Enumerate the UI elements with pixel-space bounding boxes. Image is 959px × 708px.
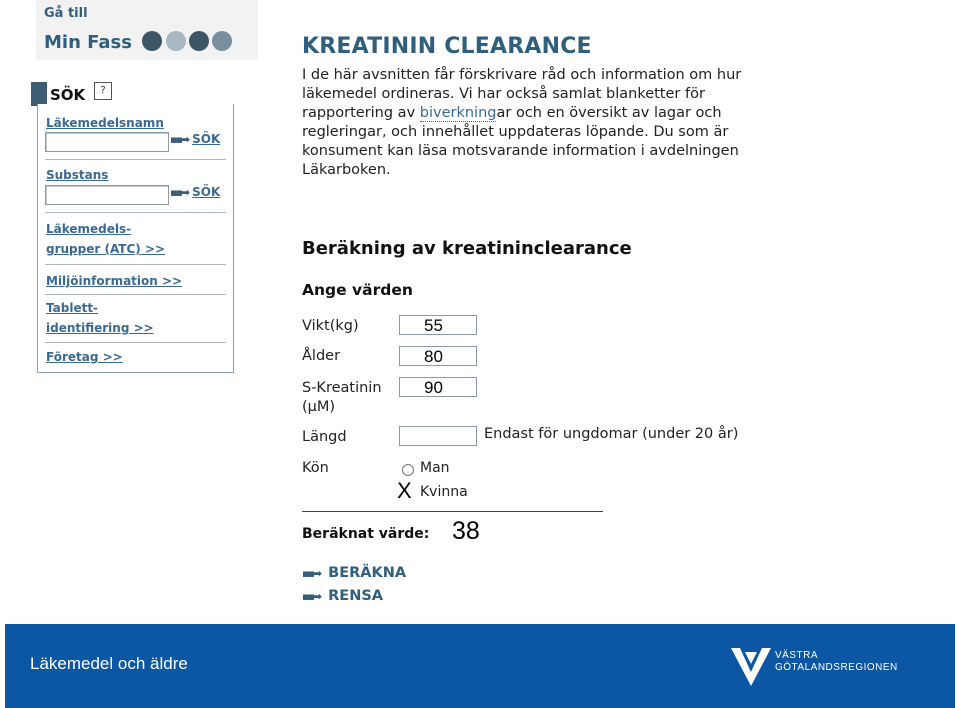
divider [45, 264, 226, 265]
search-tab-marker [31, 82, 47, 106]
search-panel [37, 104, 234, 373]
tablet-identification-link[interactable]: identifiering >> [46, 321, 154, 335]
companies-link[interactable]: Företag >> [46, 350, 123, 364]
sex-female-label: Kvinna [420, 484, 468, 500]
age-label: Ålder [302, 348, 341, 364]
brand-dot-icon [212, 31, 232, 51]
arrow-icon: ▪▪➡ [302, 590, 321, 603]
arrow-icon: ▪▪➡ [170, 133, 189, 146]
length-label: Längd [302, 429, 347, 445]
drug-name-input[interactable] [45, 132, 169, 152]
drug-groups-link[interactable]: grupper (ATC) >> [46, 242, 166, 256]
weight-label: Vikt(kg) [302, 318, 359, 334]
divider [45, 294, 226, 295]
creatinine-input[interactable]: 90 [399, 377, 477, 397]
sex-male-radio[interactable] [402, 464, 414, 476]
substance-search-button[interactable]: ▪▪➡ SÖK [170, 185, 221, 199]
divider [302, 511, 603, 512]
calculate-button[interactable]: ▪▪➡ BERÄKNA [302, 565, 407, 581]
divider [45, 159, 226, 160]
divider [45, 342, 226, 343]
divider [45, 212, 226, 213]
drug-name-label[interactable]: Läkemedelsnamn [46, 116, 164, 130]
drug-name-search-button[interactable]: ▪▪➡ SÖK [170, 132, 221, 146]
length-input[interactable] [399, 426, 477, 446]
drug-groups-link[interactable]: Läkemedels- [46, 222, 132, 236]
intro-text: I de här avsnitten får förskrivare råd och information om hur läkemedel ordineras. Vi har också samlat blanketter för rapportering av biverkningar och en översikt av lagar och regleringar, och innehållet uppdateras löpande. Du som är konsument kan läsa motsvarande information i avdelningen Läkarboken. [302, 67, 742, 178]
help-book-icon[interactable]: ? [94, 82, 112, 100]
environment-info-link[interactable]: Miljöinformation >> [46, 274, 183, 288]
enter-values-heading: Ange värden [302, 281, 413, 299]
result-label: Beräknat värde: [302, 526, 430, 542]
sex-label: Kön [302, 460, 329, 476]
substance-label[interactable]: Substans [46, 168, 109, 182]
brand-dot-icon [189, 31, 209, 51]
vgr-logo-icon [731, 642, 771, 686]
tablet-identification-link[interactable]: Tablett- [46, 301, 99, 315]
length-note: Endast för ungdomar (under 20 år) [484, 426, 739, 442]
age-input[interactable]: 80 [399, 346, 477, 366]
sex-male-label: Man [420, 460, 450, 476]
goto-label: Gå till [44, 6, 88, 21]
search-panel-title: SÖK [50, 86, 86, 104]
sex-female-radio-selected[interactable]: X [397, 478, 412, 503]
calculator-title: Beräkning av kreatininclearance [302, 238, 632, 259]
footer-title: Läkemedel och äldre [30, 654, 188, 673]
page-title: KREATININ CLEARANCE [302, 34, 592, 59]
reset-button[interactable]: ▪▪➡ RENSA [302, 588, 384, 604]
brand-dot-icon [166, 31, 186, 51]
arrow-icon: ▪▪➡ [302, 567, 321, 580]
brand-dot-icon [142, 31, 162, 51]
min-fass-link[interactable]: Min Fass [44, 32, 132, 53]
adverse-effects-link[interactable]: biverkning [419, 105, 497, 121]
creatinine-unit-label: (µM) [302, 399, 336, 415]
arrow-icon: ▪▪➡ [170, 186, 189, 199]
creatinine-label: S-Kreatinin [302, 380, 382, 396]
weight-input[interactable]: 55 [399, 315, 477, 335]
vgr-logo-text: VÄSTRA GÖTALANDSREGIONEN [775, 650, 898, 673]
result-value: 38 [452, 517, 480, 545]
footer-bar [5, 624, 955, 708]
substance-input[interactable] [45, 185, 169, 205]
